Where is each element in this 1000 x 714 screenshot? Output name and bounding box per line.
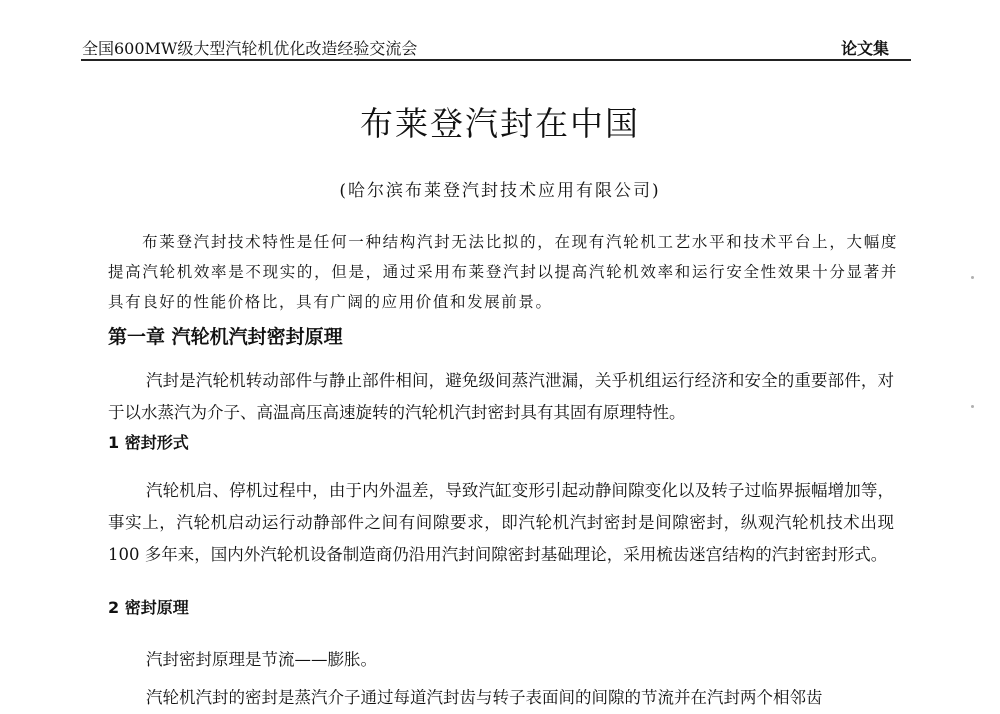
chapter-intro-paragraph: 汽封是汽轮机转动部件与静止部件相间，避免级间蒸汽泄漏，关乎机组运行经济和安全的重要部件，对于以水蒸汽为介子、高温高压高速旋转的汽轮机汽封密封具有其固有原理特性。 [108, 371, 894, 422]
seal-form-paragraph: 汽轮机启、停机过程中，由于内外温差，导致汽缸变形引起动静间隙变化以及转子过临界振幅增加等，事实上，汽轮机启动运行动静部件之间有间隙要求，即汽轮机汽封密封是间隙密封，纵观汽轮机技术出现 100 多年来，国内外汽轮机设备制造商仍沿用汽封间隙密封基础理论，采用梳齿迷宫结构的汽封密封形式。 [108, 481, 894, 564]
chapter-heading: 第一章 汽轮机汽封密封原理 [108, 326, 343, 348]
scan-speck [971, 405, 974, 408]
running-header-conference: 全国600MW级大型汽轮机优化改造经验交流会 [82, 39, 418, 58]
running-header-collection: 论文集 [840, 39, 889, 58]
header-rule [81, 59, 911, 61]
abstract-paragraph: 布莱登汽封技术特性是任何一种结构汽封无法比拟的，在现有汽轮机工艺水平和技术平台上，大幅度提高汽轮机效率是不现实的，但是，通过采用布莱登汽封以提高汽轮机效率和运行安全性效果十分显著并具有良好的性能价格比，具有广阔的应用价值和发展前景。 [108, 233, 898, 311]
author-affiliation: (哈尔滨布莱登汽封技术应用有限公司) [339, 181, 661, 201]
seal-mechanism-paragraph: 汽轮机汽封的密封是蒸汽介子通过每道汽封齿与转子表面间的间隙的节流并在汽封两个相邻齿 [145, 688, 823, 707]
section-heading-seal-principle: 2 密封原理 [108, 598, 189, 617]
seal-principle-paragraph: 汽封密封原理是节流——膨胀。 [145, 650, 377, 669]
scan-speck [971, 276, 974, 279]
article-title: 布莱登汽封在中国 [360, 104, 640, 143]
section-heading-seal-form: 1 密封形式 [108, 433, 189, 452]
